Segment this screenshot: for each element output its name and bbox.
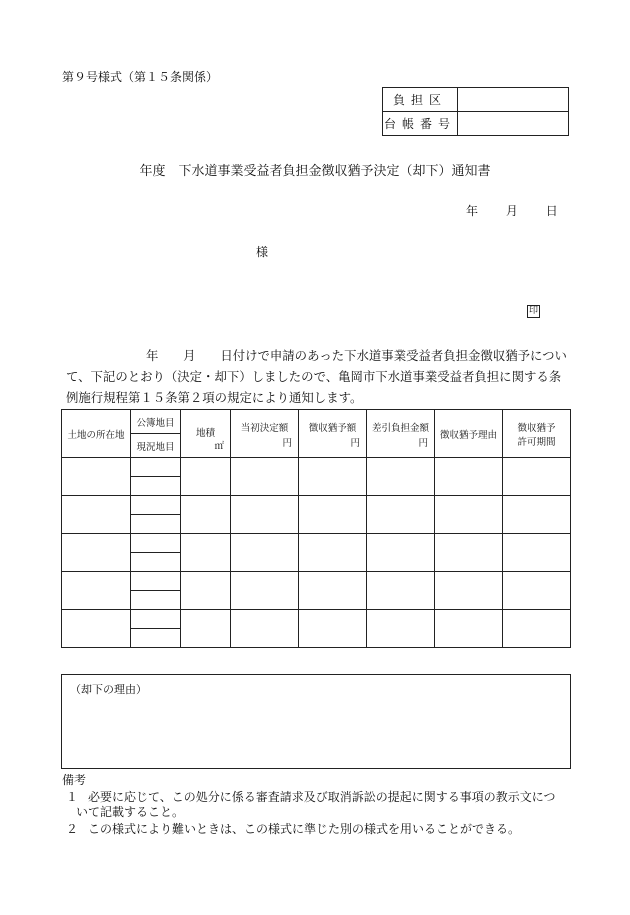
cell-initial-amount[interactable]	[231, 572, 299, 610]
table-row	[62, 496, 571, 515]
header-balance-unit: 円	[418, 437, 428, 449]
cell-location[interactable]	[62, 496, 131, 534]
note-item-2	[66, 822, 586, 837]
cell-period[interactable]	[503, 572, 571, 610]
reference-table	[382, 87, 569, 136]
note-1-text-2: いて記載すること。	[76, 805, 185, 819]
addressee-honorific: 様	[256, 245, 269, 259]
header-location: 土地の所在地	[62, 410, 131, 458]
body-line-2: て、下記のとおり（決定・却下）しましたので、亀岡市下水道事業受益者負担に関する条	[66, 369, 562, 384]
header-balance-label: 差引負担金額	[371, 422, 429, 434]
cell-balance-amount[interactable]	[367, 610, 435, 648]
cell-current-category[interactable]	[131, 477, 181, 496]
cell-reason[interactable]	[435, 496, 503, 534]
header-initial-label: 当初決定額	[240, 422, 289, 434]
cell-area[interactable]	[181, 572, 231, 610]
cell-registered-category[interactable]	[131, 610, 181, 629]
cell-area[interactable]	[181, 458, 231, 496]
cell-deferred-amount[interactable]	[299, 534, 367, 572]
rejection-reason-box[interactable]	[61, 674, 571, 769]
cell-current-category[interactable]	[131, 515, 181, 534]
cell-registered-category[interactable]	[131, 458, 181, 477]
cell-deferred-amount[interactable]	[299, 610, 367, 648]
cell-initial-amount[interactable]	[231, 458, 299, 496]
rejection-reason-label: （却下の理由）	[70, 683, 147, 696]
table-row	[62, 572, 571, 591]
header-initial-amount	[231, 410, 299, 458]
cell-period[interactable]	[503, 534, 571, 572]
date-month: 月	[505, 204, 518, 218]
burden-district-value	[458, 88, 569, 112]
deferral-table	[61, 409, 571, 648]
cell-current-category[interactable]	[131, 553, 181, 572]
notice-body	[66, 345, 576, 408]
cell-location[interactable]	[62, 534, 131, 572]
header-reason: 徴収猶予理由	[435, 410, 503, 458]
note-item-1	[66, 790, 586, 820]
header-area-label: 地積	[195, 427, 215, 439]
note-1-number: １	[66, 790, 79, 804]
body-line-1: 年 月 日付けで申請のあった下水道事業受益者負担金徴収猶予につい	[146, 348, 567, 363]
table-row	[62, 458, 571, 477]
form-number: 第９号様式（第１５条関係）	[62, 70, 219, 84]
issue-date	[466, 202, 558, 219]
cell-registered-category[interactable]	[131, 572, 181, 591]
header-deferred-amount	[299, 410, 367, 458]
cell-period[interactable]	[503, 610, 571, 648]
header-area-unit: ㎡	[214, 440, 224, 452]
cell-balance-amount[interactable]	[367, 496, 435, 534]
header-registered-category: 公簿地目	[131, 410, 181, 434]
header-balance-amount	[367, 410, 435, 458]
header-area	[181, 410, 231, 458]
date-year: 年	[466, 204, 479, 218]
header-deferred-label: 徴収猶予額	[308, 422, 357, 434]
cell-balance-amount[interactable]	[367, 458, 435, 496]
cell-reason[interactable]	[435, 572, 503, 610]
cell-initial-amount[interactable]	[231, 534, 299, 572]
header-period-line-2: 許可期間	[517, 436, 556, 448]
cell-area[interactable]	[181, 534, 231, 572]
body-line-3: 例施行規程第１５条第２項の規定により通知します。	[66, 390, 363, 405]
cell-area[interactable]	[181, 610, 231, 648]
cell-deferred-amount[interactable]	[299, 572, 367, 610]
cell-registered-category[interactable]	[131, 534, 181, 553]
cell-reason[interactable]	[435, 610, 503, 648]
header-period-line-1: 徴収猶予	[517, 422, 556, 434]
ledger-number-value	[458, 112, 569, 136]
reference-row-ledger-number	[383, 112, 569, 136]
cell-location[interactable]	[62, 610, 131, 648]
note-2-number: ２	[66, 822, 79, 836]
cell-period[interactable]	[503, 458, 571, 496]
cell-current-category[interactable]	[131, 591, 181, 610]
cell-deferred-amount[interactable]	[299, 458, 367, 496]
cell-initial-amount[interactable]	[231, 610, 299, 648]
cell-location[interactable]	[62, 572, 131, 610]
burden-district-label: 負担区	[383, 88, 458, 112]
cell-deferred-amount[interactable]	[299, 496, 367, 534]
cell-location[interactable]	[62, 458, 131, 496]
table-row	[62, 610, 571, 629]
seal-icon: 印	[528, 306, 538, 316]
header-deferred-unit: 円	[350, 437, 360, 449]
cell-reason[interactable]	[435, 458, 503, 496]
cell-current-category[interactable]	[131, 629, 181, 648]
cell-reason[interactable]	[435, 534, 503, 572]
notes-heading: 備考	[62, 773, 87, 787]
cell-initial-amount[interactable]	[231, 496, 299, 534]
date-day: 日	[545, 204, 558, 218]
ledger-number-label: 台帳番号	[383, 112, 458, 136]
header-current-category: 現況地目	[131, 434, 181, 458]
cell-balance-amount[interactable]	[367, 534, 435, 572]
cell-period[interactable]	[503, 496, 571, 534]
header-period	[503, 410, 571, 458]
header-initial-unit: 円	[282, 437, 292, 449]
cell-balance-amount[interactable]	[367, 572, 435, 610]
cell-registered-category[interactable]	[131, 496, 181, 515]
note-1-text-1: 必要に応じて、この処分に係る審査請求及び取消訴訟の提起に関する事項の教示文につ	[88, 790, 556, 804]
reference-row-burden-district	[383, 88, 569, 112]
table-header-row	[62, 410, 571, 434]
cell-area[interactable]	[181, 496, 231, 534]
document-title: 年度 下水道事業受益者負担金徴収猶予決定（却下）通知書	[139, 164, 491, 179]
table-row	[62, 534, 571, 553]
note-2-text-1: この様式により難いときは、この様式に準じた別の様式を用いることができる。	[88, 822, 521, 836]
